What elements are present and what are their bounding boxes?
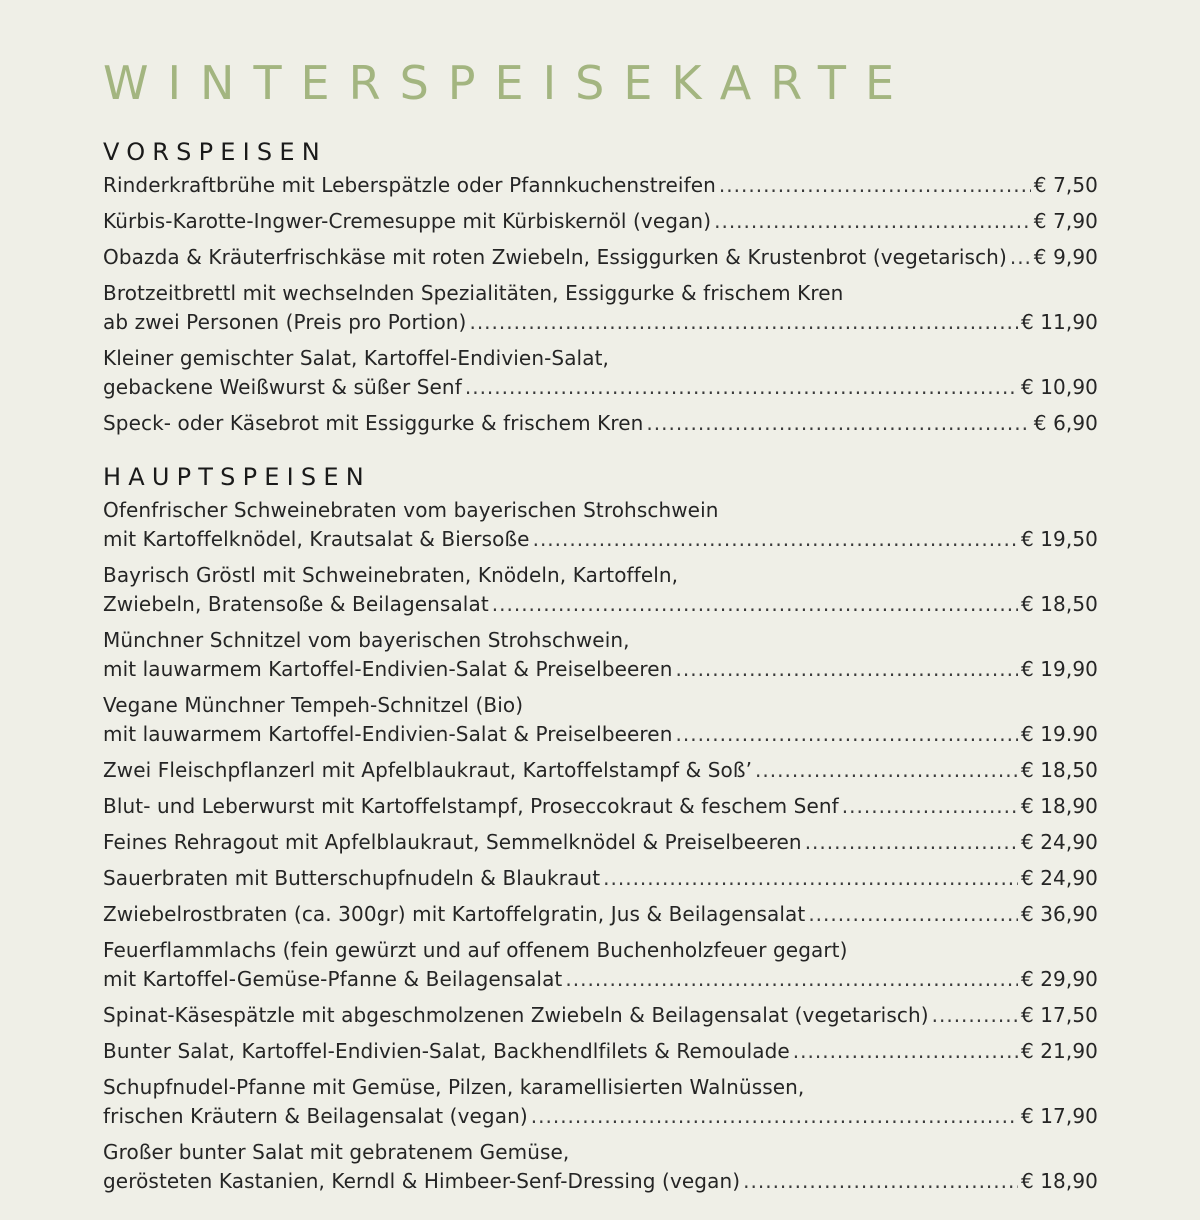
menu-page [103, 52, 1098, 1220]
menu-item-row [103, 525, 1098, 554]
menu-item-price: € 17,90 [1020, 1104, 1098, 1128]
menu-item [103, 207, 1098, 236]
menu-item [103, 409, 1098, 438]
menu-item-price: € 18,50 [1020, 758, 1098, 782]
section-title: VORSPEISEN [103, 138, 327, 166]
menu-item-row [103, 828, 1098, 857]
menu-item-description-line: Bayrisch Gröstl mit Schweinebraten, Knödeln, Kartoffeln, [103, 563, 679, 587]
menu-item-row [103, 864, 1098, 893]
dot-leader [676, 720, 1018, 749]
menu-item [103, 279, 1098, 337]
menu-item-description-line: Ofenfrischer Schweinebraten vom bayerischen Strohschwein [103, 498, 719, 522]
menu-item-price: € 18,90 [1020, 794, 1098, 818]
menu-item-row [103, 243, 1098, 272]
dot-leader [565, 965, 1018, 994]
dot-leader [932, 1001, 1018, 1030]
menu-item-name: Kürbis-Karotte-Ingwer-Cremesuppe mit Kürbiskernöl (vegan) [103, 209, 712, 233]
menu-item-description-line: Vegane Münchner Tempeh-Schnitzel (Bio) [103, 693, 524, 717]
menu-item-description-line: Brotzeitbrettl mit wechselnden Spezialitäten, Essiggurke & frischem Kren [103, 281, 844, 305]
menu-item-row [103, 590, 1098, 619]
menu-item-name: frischen Kräutern & Beilagensalat (vegan) [103, 1104, 528, 1128]
menu-item-row [103, 1167, 1098, 1196]
menu-item [103, 792, 1098, 821]
menu-item-row [103, 1102, 1098, 1131]
dot-leader [465, 373, 1018, 402]
menu-item-name: ab zwei Personen (Preis pro Portion) [103, 310, 467, 334]
menu-item [103, 1001, 1098, 1030]
menu-item-name: mit Kartoffelknödel, Krautsalat & Biersoße [103, 527, 530, 551]
menu-item-name: mit lauwarmem Kartoffel-Endivien-Salat & Preiselbeeren [103, 722, 673, 746]
dot-leader [719, 171, 1031, 200]
dot-leader [469, 308, 1017, 337]
menu-item-row [103, 1037, 1098, 1066]
menu-item [103, 243, 1098, 272]
menu-item-row [103, 965, 1098, 994]
dot-leader [531, 1102, 1018, 1131]
menu-item [103, 496, 1098, 554]
section-title: HAUPTSPEISEN [103, 463, 371, 491]
menu-item [103, 828, 1098, 857]
menu-item [103, 1073, 1098, 1131]
menu-item-price: € 11,90 [1020, 310, 1098, 334]
menu-item-price: € 10,90 [1020, 375, 1098, 399]
menu-item-name: Obazda & Kräuterfrischkäse mit roten Zwiebeln, Essiggurken & Krustenbrot (vegetarisch) [103, 245, 1007, 269]
menu-item-name: Sauerbraten mit Butterschupfnudeln & Blaukraut [103, 866, 601, 890]
menu-item [103, 756, 1098, 785]
menu-item-description-line: Großer bunter Salat mit gebratenem Gemüse, [103, 1140, 570, 1164]
item-list [103, 171, 1098, 438]
section-hauptspeisen [103, 462, 1098, 1196]
menu-item-name: mit Kartoffel-Gemüse-Pfanne & Beilagensalat [103, 967, 563, 991]
menu-item-row [103, 756, 1098, 785]
dot-leader [533, 525, 1018, 554]
menu-item-row [103, 207, 1098, 236]
menu-item-name: Blut- und Leberwurst mit Kartoffelstampf, Proseccokraut & feschem Senf [103, 794, 839, 818]
menu-item-name: gerösteten Kastanien, Kerndl & Himbeer-Senf-Dressing (vegan) [103, 1169, 741, 1193]
menu-item [103, 1138, 1098, 1196]
menu-item-price: € 19.90 [1020, 722, 1098, 746]
menu-item-name: Spinat-Käsespätzle mit abgeschmolzenen Zwiebeln & Beilagensalat (vegetarisch) [103, 1003, 929, 1027]
menu-item-name: Bunter Salat, Kartoffel-Endivien-Salat, Backhendlfilets & Remoulade [103, 1039, 790, 1063]
menu-item-price: € 36,90 [1020, 902, 1098, 926]
menu-item-price: € 29,90 [1020, 967, 1098, 991]
menu-item-row [103, 409, 1098, 438]
menu-item [103, 691, 1098, 749]
menu-item-row [103, 171, 1098, 200]
menu-item-row [103, 308, 1098, 337]
menu-item-row [103, 1001, 1098, 1030]
dot-leader [646, 409, 1030, 438]
menu-item [103, 864, 1098, 893]
menu-item [103, 344, 1098, 402]
menu-item-name: Zwiebeln, Bratensoße & Beilagensalat [103, 592, 489, 616]
menu-item-description-line: Feuerflammlachs (fein gewürzt und auf offenem Buchenholzfeuer gegart) [103, 938, 848, 962]
menu-item [103, 171, 1098, 200]
menu-item [103, 626, 1098, 684]
menu-item [103, 936, 1098, 994]
menu-item [103, 900, 1098, 929]
dot-leader [808, 900, 1018, 929]
section-vorspeisen [103, 137, 1098, 438]
menu-item-price: € 18,90 [1020, 1169, 1098, 1193]
menu-item-row [103, 900, 1098, 929]
menu-item-price: € 19,50 [1020, 527, 1098, 551]
menu-item-row [103, 792, 1098, 821]
dot-leader [842, 792, 1018, 821]
menu-item-price: € 18,50 [1020, 592, 1098, 616]
dot-leader [603, 864, 1018, 893]
menu-item-description-line: Münchner Schnitzel vom bayerischen Strohschwein, [103, 628, 630, 652]
dot-leader [793, 1037, 1018, 1066]
menu-item-row [103, 373, 1098, 402]
menu-item-name: Zwiebelrostbraten (ca. 300gr) mit Kartoffelgratin, Jus & Beilagensalat [103, 902, 806, 926]
menu-item-name: gebackene Weißwurst & süßer Senf [103, 375, 462, 399]
item-list [103, 496, 1098, 1196]
menu-item-row [103, 655, 1098, 684]
menu-item-price: € 21,90 [1020, 1039, 1098, 1063]
menu-item-name: Rinderkraftbrühe mit Leberspätzle oder Pfannkuchenstreifen [103, 173, 716, 197]
menu-title: WINTERSPEISEKARTE [103, 56, 914, 110]
dot-leader [714, 207, 1031, 236]
menu-item [103, 561, 1098, 619]
menu-item-price: € 7,90 [1033, 209, 1098, 233]
menu-item-description-line: Schupfnudel-Pfanne mit Gemüse, Pilzen, karamellisierten Walnüssen, [103, 1075, 805, 1099]
menu-item-price: € 24,90 [1020, 830, 1098, 854]
menu-item-price: € 24,90 [1020, 866, 1098, 890]
menu-item-name: Zwei Fleischpflanzerl mit Apfelblaukraut, Kartoffelstampf & Soß’ [103, 758, 753, 782]
menu-item-price: € 7,50 [1033, 173, 1098, 197]
dot-leader [755, 756, 1018, 785]
menu-item-price: € 17,50 [1020, 1003, 1098, 1027]
menu-item [103, 1037, 1098, 1066]
menu-item-name: Feines Rehragout mit Apfelblaukraut, Semmelknödel & Preiselbeeren [103, 830, 802, 854]
menu-item-description-line: Kleiner gemischter Salat, Kartoffel-Endivien-Salat, [103, 346, 609, 370]
menu-item-name: mit lauwarmem Kartoffel-Endivien-Salat & Preiselbeeren [103, 657, 673, 681]
menu-item-row [103, 720, 1098, 749]
dot-leader [805, 828, 1018, 857]
menu-item-price: € 19,90 [1020, 657, 1098, 681]
dot-leader [492, 590, 1018, 619]
dot-leader [743, 1167, 1018, 1196]
menu-item-name: Speck- oder Käsebrot mit Essiggurke & frischem Kren [103, 411, 644, 435]
dot-leader [1010, 243, 1031, 272]
dot-leader [676, 655, 1018, 684]
menu-item-price: € 6,90 [1033, 411, 1098, 435]
menu-item-price: € 9,90 [1033, 245, 1098, 269]
